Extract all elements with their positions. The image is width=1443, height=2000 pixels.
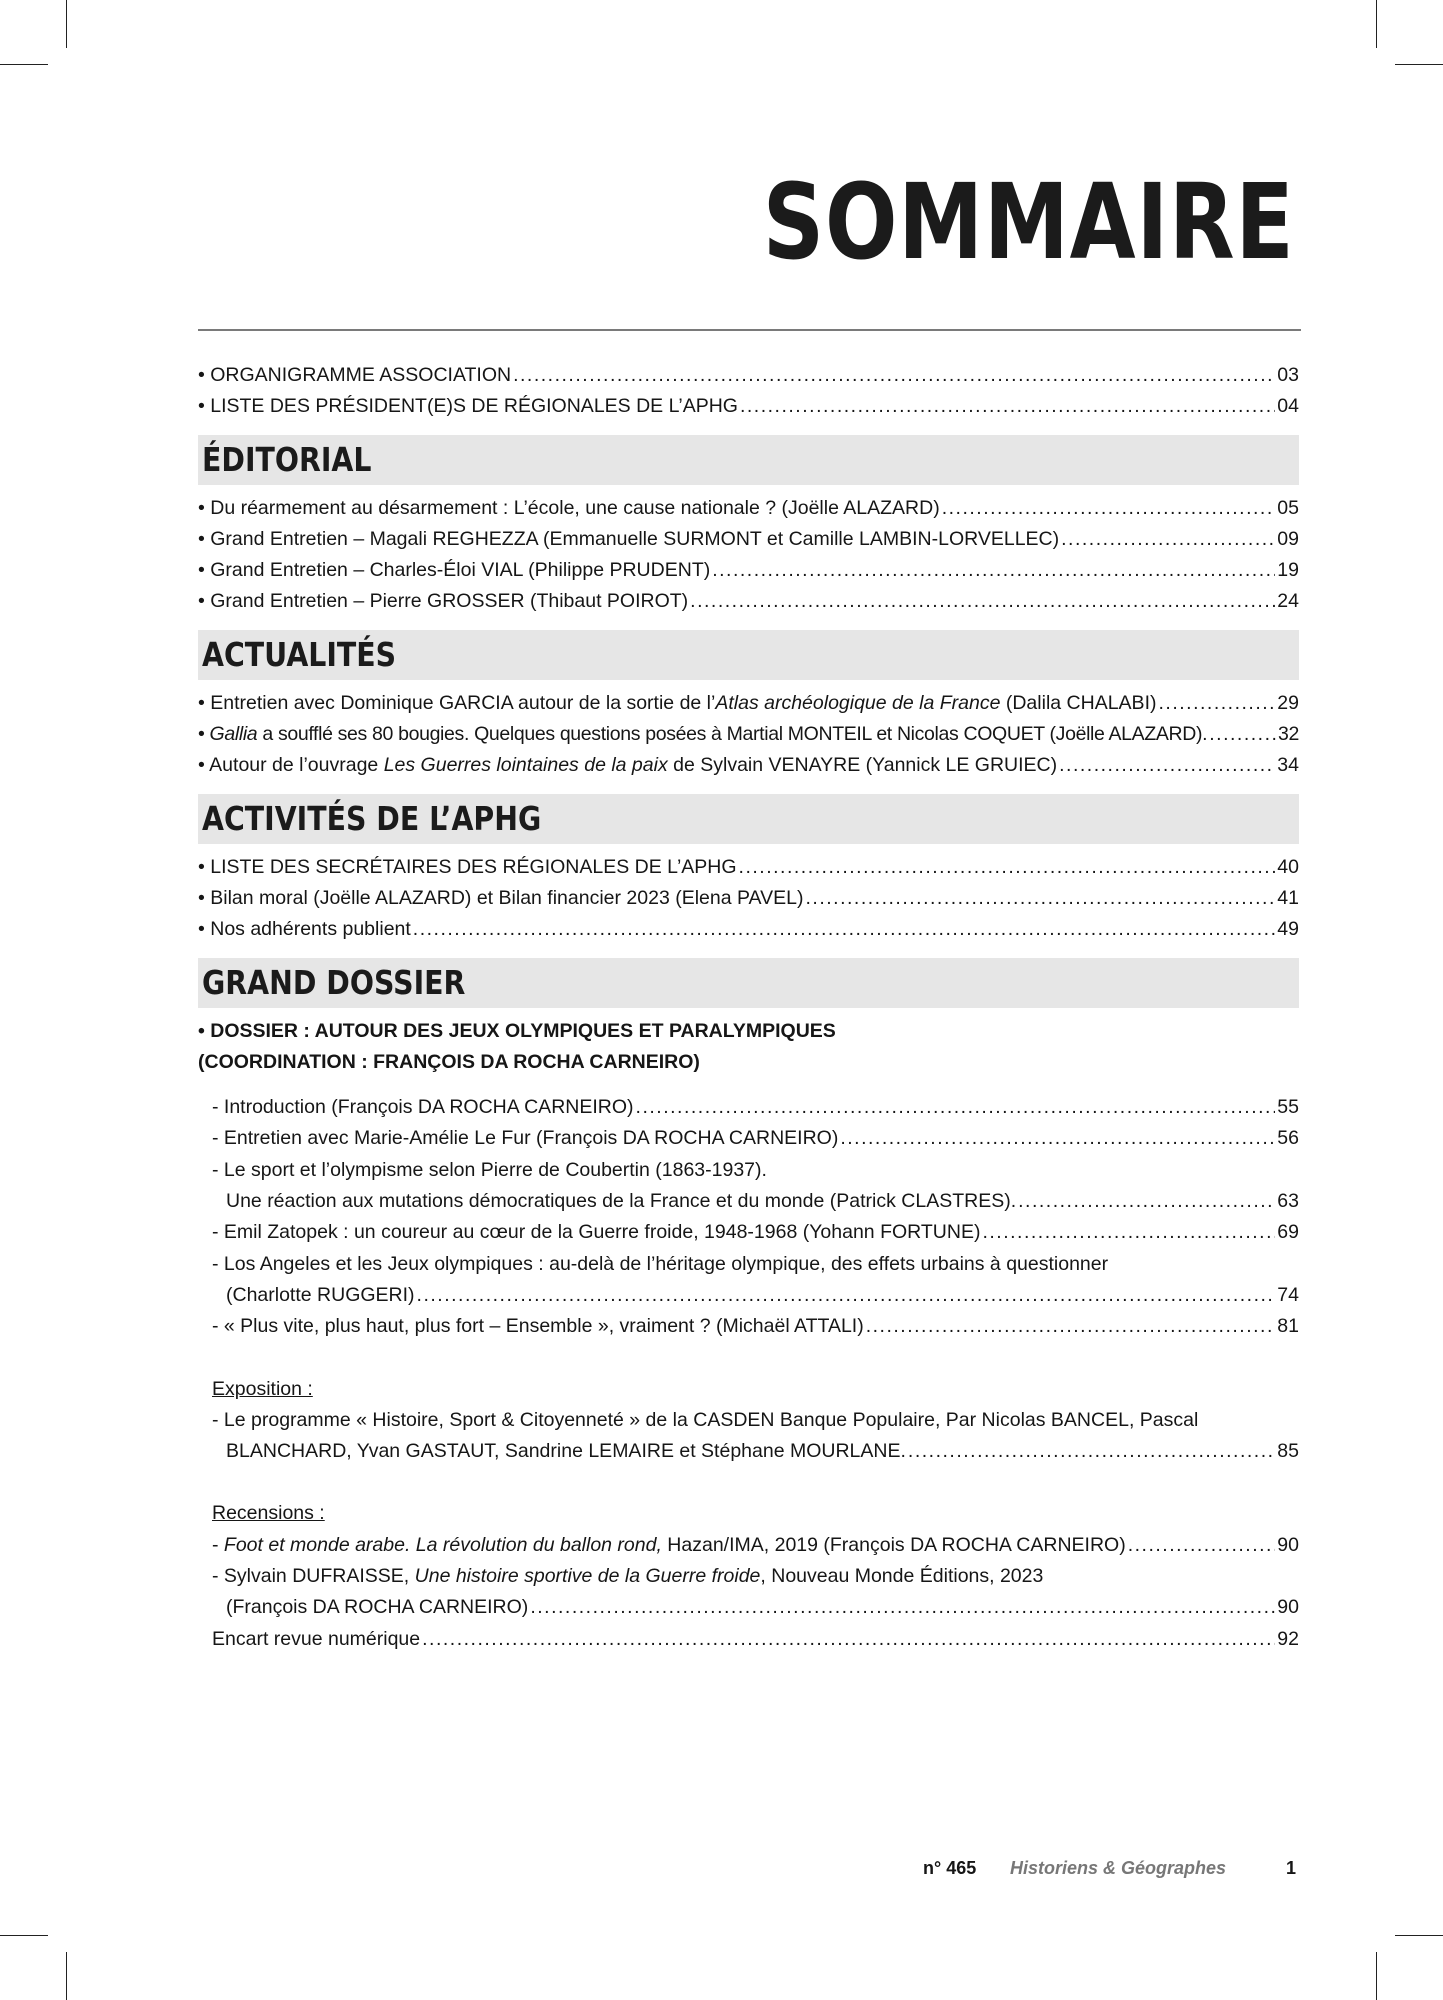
leader-dots <box>1061 524 1275 555</box>
page-title: SOMMAIRE <box>763 161 1295 283</box>
leader-dots <box>942 493 1276 524</box>
toc-entry-label: - Emil Zatopek : un coureur au cœur de la Guerre froide, 1948-1968 (Yohann FORTUNE) <box>212 1221 981 1244</box>
toc-page-number: 24 <box>1277 590 1299 613</box>
toc-entry[interactable] <box>198 524 1299 555</box>
toc-entry-label: • LISTE DES PRÉSIDENT(E)S DE RÉGIONALES DE L’APHG <box>198 395 738 418</box>
toc-page-number: 90 <box>1277 1533 1299 1556</box>
toc-page-number: 49 <box>1277 918 1299 941</box>
leader-dots <box>866 1311 1276 1342</box>
toc-page-number: 05 <box>1277 496 1299 519</box>
toc-entry[interactable] <box>212 1624 1299 1655</box>
crop-mark <box>1376 1952 1377 2000</box>
toc-page-number: 56 <box>1277 1127 1299 1150</box>
toc-entry-label: (François DA ROCHA CARNEIRO) <box>226 1596 529 1619</box>
toc-entry[interactable] <box>198 493 1299 524</box>
toc-entry[interactable] <box>212 1186 1299 1217</box>
toc-entry-label: • ORGANIGRAMME ASSOCIATION <box>198 364 512 386</box>
issue-number: n° 465 <box>923 1858 977 1878</box>
toc-entry-label: - Le programme « Histoire, Sport & Citoyenneté » de la CASDEN Banque Populaire, Par Nicolas BANCEL, Pascal <box>212 1408 1199 1431</box>
leader-dots <box>1018 1186 1275 1217</box>
crop-mark <box>66 0 67 48</box>
toc-entry-label: • Grand Entretien – Magali REGHEZZA (Emmanuelle SURMONT et Camille LAMBIN-LORVELLEC) <box>198 527 1060 550</box>
toc-entry-label: • Grand Entretien – Pierre GROSSER (Thibaut POIROT) <box>198 590 689 613</box>
toc-page-number: 63 <box>1277 1190 1299 1213</box>
toc-entry[interactable] <box>198 914 1299 945</box>
dossier-articles <box>198 1092 1299 1655</box>
toc-page-number: 40 <box>1277 855 1299 878</box>
toc-page-number: 29 <box>1277 691 1299 714</box>
leader-dots <box>805 883 1275 914</box>
section-heading-grand-dossier: GRAND DOSSIER <box>198 958 1299 1008</box>
toc-page-number: 85 <box>1277 1440 1299 1463</box>
leader-dots <box>712 555 1275 586</box>
toc-entry-label: - Introduction (François DA ROCHA CARNEIRO) <box>212 1096 634 1119</box>
crop-mark <box>1395 64 1443 65</box>
leader-dots <box>1059 750 1275 781</box>
toc-page-number: 55 <box>1277 1096 1299 1119</box>
toc-entry[interactable] <box>212 1436 1299 1467</box>
page-footer <box>0 1858 1443 1888</box>
leader-dots <box>417 1280 1276 1311</box>
leader-dots <box>739 852 1276 883</box>
toc-entry-label: • LISTE DES SECRÉTAIRES DES RÉGIONALES DE L’APHG <box>198 855 737 878</box>
leader-dots <box>636 1092 1276 1123</box>
toc-entry[interactable] <box>198 719 1299 750</box>
section-heading-activites: ACTIVITÉS DE L’APHG <box>198 794 1299 844</box>
toc-page-number: 74 <box>1277 1283 1299 1306</box>
toc-entry-line[interactable] <box>212 1249 1299 1280</box>
toc-entry[interactable] <box>198 688 1299 719</box>
toc-entry-label: - « Plus vite, plus haut, plus fort – Ensemble », vraiment ? (Michaël ATTALI) <box>212 1315 864 1338</box>
toc-entry-label: • Autour de l’ouvrage Les Guerres lointaines de la paix de Sylvain VENAYRE (Yannick LE GRUIEC) <box>198 754 1058 777</box>
toc-page-number: 69 <box>1277 1221 1299 1244</box>
crop-mark <box>0 64 48 65</box>
toc-entry[interactable] <box>212 1217 1299 1248</box>
toc-page-number: 92 <box>1277 1627 1299 1650</box>
leader-dots <box>513 360 1275 391</box>
toc-entry-label: - Los Angeles et les Jeux olympiques : au-delà de l’héritage olympique, des effets urbains à questionner <box>212 1252 1109 1275</box>
toc-entry[interactable] <box>198 883 1299 914</box>
toc-entry[interactable] <box>212 1311 1299 1342</box>
toc-entry-label: - Sylvain DUFRAISSE, Une histoire sportive de la Guerre froide, Nouveau Monde Éditions, 2023 <box>212 1565 1044 1588</box>
leader-dots <box>422 1624 1275 1655</box>
page-number: 1 <box>1286 1858 1297 1878</box>
leader-dots <box>740 391 1275 422</box>
journal-name: Historiens & Géographes <box>1010 1858 1227 1878</box>
toc-entry[interactable] <box>198 852 1299 883</box>
toc-entry[interactable] <box>212 1530 1299 1561</box>
table-of-contents <box>198 360 1299 1655</box>
toc-entry[interactable] <box>212 1092 1299 1123</box>
toc-page-number: 32 <box>1278 723 1299 746</box>
toc-page-number: 90 <box>1277 1596 1299 1619</box>
toc-entry-line[interactable] <box>212 1561 1299 1592</box>
crop-mark <box>1395 1935 1443 1936</box>
toc-entry-label: • Entretien avec Dominique GARCIA autour de la sortie de l’Atlas archéologique de la France (Dalila CHALABI) <box>198 691 1157 714</box>
toc-entry-label: • Grand Entretien – Charles-Éloi VIAL (Philippe PRUDENT) <box>198 559 711 582</box>
toc-page-number: 19 <box>1277 559 1299 582</box>
exposition-heading: Exposition : <box>212 1377 313 1400</box>
toc-entry-label: Encart revue numérique <box>212 1627 421 1650</box>
leader-dots <box>413 914 1276 945</box>
leader-dots <box>840 1123 1275 1154</box>
toc-entry-label: • Bilan moral (Joëlle ALAZARD) et Bilan financier 2023 (Elena PAVEL) <box>198 886 804 909</box>
title-rule <box>198 329 1301 331</box>
toc-entry-label: • Du réarmement au désarmement : L’école, une cause nationale ? (Joëlle ALAZARD) <box>198 496 940 519</box>
leader-dots <box>1209 719 1276 750</box>
toc-page-number: 03 <box>1277 364 1299 386</box>
toc-entry[interactable] <box>198 360 1299 391</box>
toc-page-number: 09 <box>1277 527 1299 550</box>
toc-entry-label: • Gallia a soufflé ses 80 bougies. Quelques questions posées à Martial MONTEIL et Nicolas COQUET (Joëlle ALAZARD). <box>198 723 1208 746</box>
toc-entry[interactable] <box>198 391 1299 422</box>
crop-mark <box>0 1935 48 1936</box>
toc-entry[interactable] <box>212 1123 1299 1154</box>
toc-page-number: 04 <box>1277 395 1299 418</box>
leader-dots <box>1158 688 1275 719</box>
toc-entry-label: Une réaction aux mutations démocratiques de la France et du monde (Patrick CLASTRES). <box>226 1190 1017 1213</box>
leader-dots <box>982 1217 1275 1248</box>
recensions-heading: Recensions : <box>212 1502 325 1525</box>
toc-entry-label: - Foot et monde arabe. La révolution du ballon rond, Hazan/IMA, 2019 (François DA ROCHA CARNEIRO) <box>212 1533 1126 1556</box>
toc-entry-line[interactable] <box>212 1155 1299 1186</box>
toc-entry-label: - Entretien avec Marie-Amélie Le Fur (François DA ROCHA CARNEIRO) <box>212 1127 839 1150</box>
leader-dots <box>530 1592 1275 1623</box>
section-heading-editorial: ÉDITORIAL <box>198 435 1299 485</box>
section-heading-actualites: ACTUALITÉS <box>198 630 1299 680</box>
leader-dots <box>690 586 1275 617</box>
leader-dots <box>1128 1530 1276 1561</box>
crop-mark <box>66 1952 67 2000</box>
dossier-title: • DOSSIER : AUTOUR DES JEUX OLYMPIQUES ET PARALYMPIQUES (COORDINATION : FRANÇOIS DA ROCHA CARNEIRO) <box>198 1019 836 1073</box>
leader-dots <box>908 1436 1275 1467</box>
toc-entry[interactable] <box>198 555 1299 586</box>
toc-entry[interactable] <box>198 750 1299 781</box>
toc-page-number: 41 <box>1277 886 1299 909</box>
toc-entry-label: BLANCHARD, Yvan GASTAUT, Sandrine LEMAIRE et Stéphane MOURLANE. <box>226 1440 906 1463</box>
toc-entry-label: - Le sport et l’olympisme selon Pierre de Coubertin (1863-1937). <box>212 1158 767 1181</box>
toc-entry[interactable] <box>198 586 1299 617</box>
toc-entry-label: • Nos adhérents publient <box>198 918 411 941</box>
toc-page-number: 81 <box>1277 1315 1299 1338</box>
crop-mark <box>1376 0 1377 48</box>
toc-page-number: 34 <box>1277 754 1299 777</box>
toc-entry[interactable] <box>212 1592 1299 1623</box>
toc-entry[interactable] <box>212 1280 1299 1311</box>
toc-entry-line[interactable] <box>212 1405 1299 1436</box>
toc-entry-label: (Charlotte RUGGERI) <box>226 1283 415 1306</box>
